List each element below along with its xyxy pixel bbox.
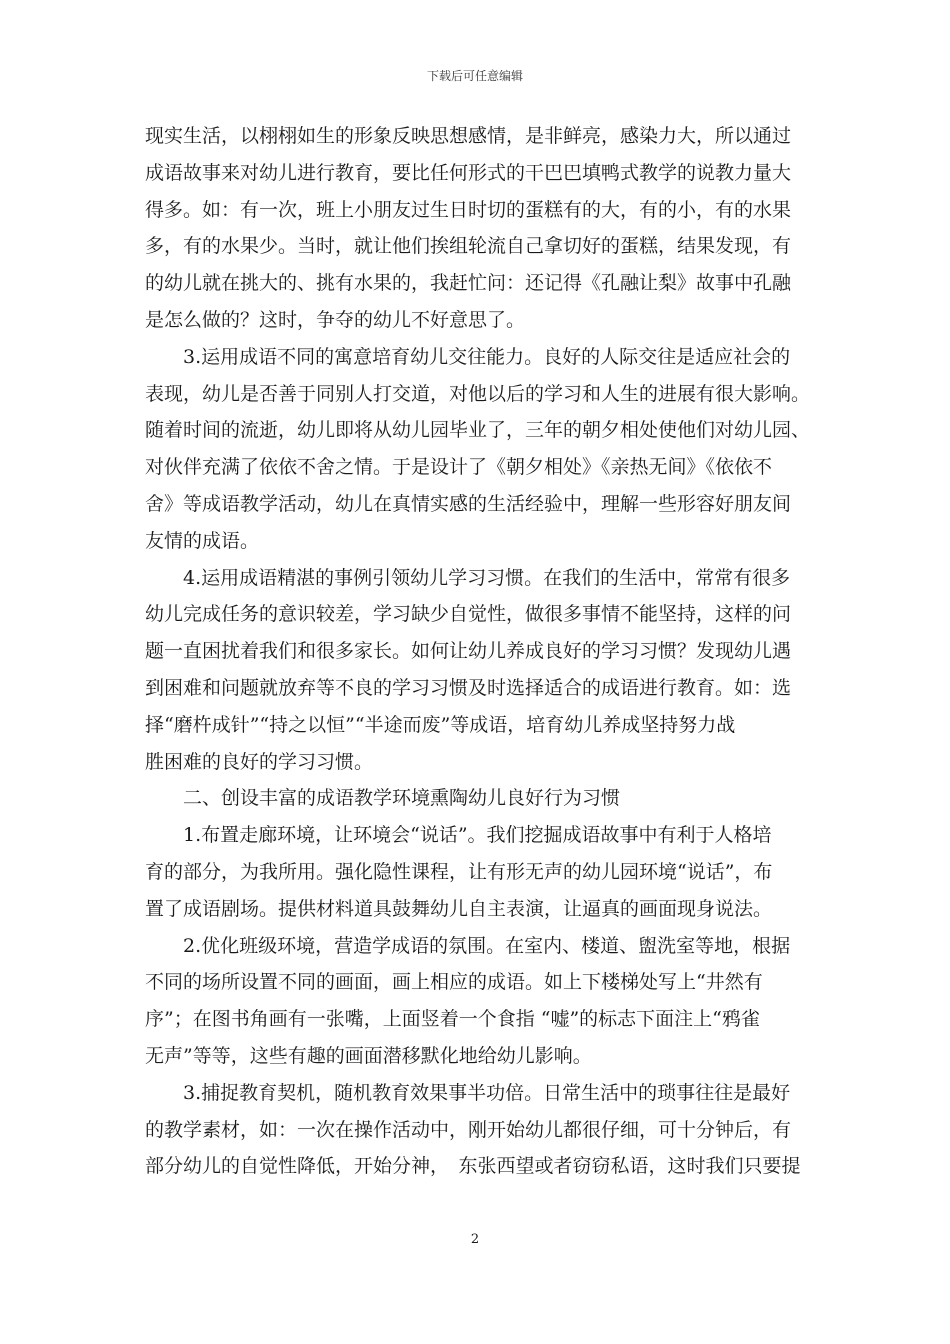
text-line: 胜困难的良好的学习习惯。 <box>145 750 374 773</box>
text-line: 成语故事来对幼儿进行教育，要比任何形式的干巴巴填鸭式教学的说教力量大 <box>145 161 792 184</box>
text-line: 对伙伴充满了依依不舍之情。于是设计了《朝夕相处》《亲热无间》《依依不 <box>145 456 773 479</box>
text-line: 序”；在图书角画有一张嘴，上面竖着一个食指 “嘘”的标志下面注上“鸦雀 <box>145 1008 760 1031</box>
text-line: 4.运用成语精湛的事例引领幼儿学习习惯。在我们的生活中，常常有很多 <box>145 566 791 589</box>
body-text <box>145 118 810 1185</box>
text-line: 育的部分，为我所用。强化隐性课程，让有形无声的幼儿园环境“说话”，布 <box>145 860 773 883</box>
text-line: 无声”等等，这些有趣的画面潜移默化地给幼儿影响。 <box>145 1044 592 1067</box>
page-header: 下载后可任意编辑 <box>426 69 523 83</box>
text-line: 现实生活，以栩栩如生的形象反映思想感情，是非鲜亮，感染力大，所以通过 <box>145 125 792 147</box>
text-line: 2.优化班级环境，营造学成语的氛围。在室内、楼道、盥洗室等地，根据 <box>145 934 791 957</box>
text-line: 随着时间的流逝，幼儿即将从幼儿园毕业了，三年的朝夕相处使他们对幼儿园、 <box>145 419 810 442</box>
text-line: 是怎么做的？这时，争夺的幼儿不好意思了。 <box>145 308 526 331</box>
text-line: 部分幼儿的自觉性降低，开始分神， 东张西望或者窃窃私语，这时我们只要提 <box>145 1155 801 1178</box>
page-number: 2 <box>470 1232 480 1247</box>
text-line: 幼儿完成任务的意识较差，学习缺少自觉性，做很多事情不能坚持，这样的问 <box>145 603 792 626</box>
text-line: 多，有的水果少。当时，就让他们挨组轮流自己拿切好的蛋糕，结果发现，有 <box>145 235 792 258</box>
text-line: 置了成语剧场。提供材料道具鼓舞幼儿自主表演，让逼真的画面现身说法。 <box>145 897 773 920</box>
text-line: 择“磨杵成针”“持之以恒”“半途而废”等成语，培育幼儿养成坚持努力战 <box>145 713 736 736</box>
text-line: 3.捕捉教育契机，随机教育效果事半功倍。日常生活中的琐事往往是最好 <box>145 1081 791 1104</box>
text-line: 友情的成语。 <box>145 529 260 552</box>
text-line: 到困难和问题就放弃等不良的学习习惯及时选择适合的成语进行教育。如：选 <box>145 676 792 699</box>
text-line: 题一直困扰着我们和很多家长。如何让幼儿养成良好的学习习惯？发现幼儿遇 <box>145 640 792 663</box>
text-line: 舍》等成语教学活动，幼儿在真情实感的生活经验中，理解一些形容好朋友间 <box>145 492 792 515</box>
text-line: 得多。如：有一次，班上小朋友过生日时切的蛋糕有的大，有的小，有的水果 <box>145 198 792 221</box>
text-line: 1.布置走廊环境，让环境会“说话”。我们挖掘成语故事中有利于人格培 <box>145 824 772 847</box>
text-line: 二、创设丰富的成语教学环境熏陶幼儿良好行为习惯 <box>145 787 621 810</box>
text-line: 表现，幼儿是否善于同别人打交道，对他以后的学习和人生的进展有很大影响。 <box>145 382 810 405</box>
text-line: 不同的场所设置不同的画面，画上相应的成语。如上下楼梯处写上“井然有 <box>145 971 763 994</box>
text-line: 3.运用成语不同的寓意培育幼儿交往能力。良好的人际交往是适应社会的 <box>145 345 791 368</box>
text-line: 的教学素材，如：一次在操作活动中，刚开始幼儿都很仔细，可十分钟后，有 <box>145 1118 792 1141</box>
text-line: 的幼儿就在挑大的、挑有水果的，我赶忙问：还记得《孔融让梨》故事中孔融 <box>145 272 792 295</box>
